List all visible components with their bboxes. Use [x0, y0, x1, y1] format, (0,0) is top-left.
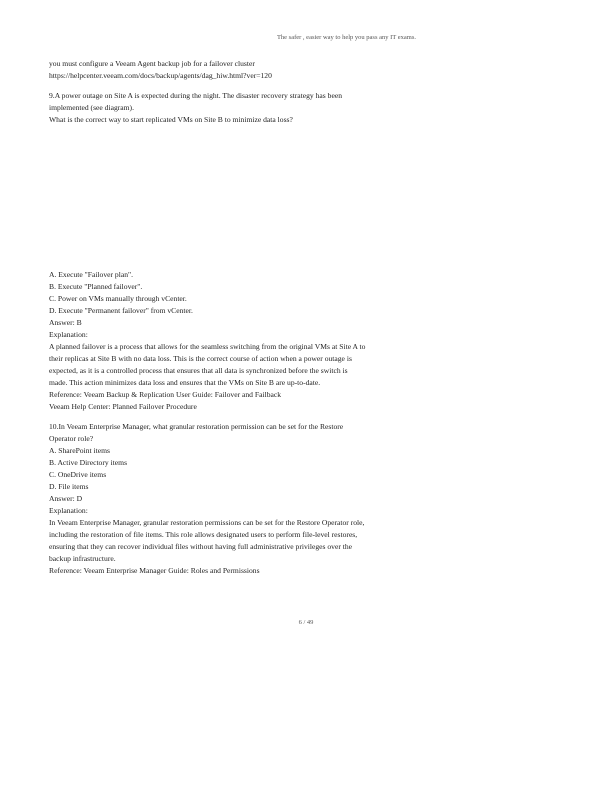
question-text: 9.A power outage on Site A is expected during the night. The disaster recovery strategy has been [49, 91, 342, 100]
page-number: 6 / 49 [298, 619, 314, 626]
intro-link: https://helpcenter.veeam.com/docs/backup/agents/dag_hiw.html?ver=120 [49, 71, 272, 80]
option-a: A. SharePoint items [49, 446, 110, 455]
explanation-line: made. This action minimizes data loss and ensures that the VMs on Site B are up-to-date. [49, 378, 321, 387]
reference-line: Reference: Veeam Backup & Replication User Guide: Failover and Failback [49, 390, 282, 399]
option-d: D. Execute "Permanent failover" from vCenter. [49, 306, 193, 315]
option-a: A. Execute "Failover plan". [49, 270, 134, 279]
explanation-line: A planned failover is a process that allows for the seamless switching from the original VMs at Site A to [49, 342, 366, 351]
explanation-label: Explanation: [49, 506, 88, 515]
explanation-line: ensuring that they can recover individual files without having full administrative privileges over the [49, 542, 353, 551]
explanation-label: Explanation: [49, 330, 88, 339]
reference-line: Veeam Help Center: Planned Failover Procedure [49, 402, 197, 411]
explanation-line: expected, as it is a controlled process that ensures that all data is synchronized before the switch is [49, 366, 348, 375]
option-d: D. File items [49, 482, 89, 491]
intro-line: you must configure a Veeam Agent backup job for a failover cluster [49, 59, 255, 68]
explanation-line: including the restoration of file items. This role allows designated users to perform file-level restores, [49, 530, 358, 539]
option-b: B. Execute "Planned failover". [49, 282, 143, 291]
question-9 [49, 90, 419, 413]
explanation-line: backup infrastructure. [49, 554, 116, 563]
explanation-line: In Veeam Enterprise Manager, granular restoration permissions can be set for the Restore Operator role, [49, 518, 365, 527]
page-header: The safer , easier way to help you pass any IT exams. [276, 34, 416, 41]
option-b: B. Active Directory items [49, 458, 128, 467]
diagram-placeholder [49, 126, 419, 269]
page-content [49, 58, 419, 577]
answer: Answer: B [49, 318, 82, 327]
answer: Answer: D [49, 494, 83, 503]
question-text: Operator role? [49, 434, 94, 443]
question-text: 10.In Veeam Enterprise Manager, what granular restoration permission can be set for the Restore [49, 422, 344, 431]
reference-line: Reference: Veeam Enterprise Manager Guide: Roles and Permissions [49, 566, 260, 575]
option-c: C. OneDrive items [49, 470, 107, 479]
question-text: implemented (see diagram). [49, 103, 134, 112]
question-text: What is the correct way to start replicated VMs on Site B to minimize data loss? [49, 115, 293, 124]
question-10 [49, 421, 419, 577]
explanation-line: their replicas at Site B with no data loss. This is the correct course of action when a power outage is [49, 354, 352, 363]
option-c: C. Power on VMs manually through vCenter. [49, 294, 187, 303]
